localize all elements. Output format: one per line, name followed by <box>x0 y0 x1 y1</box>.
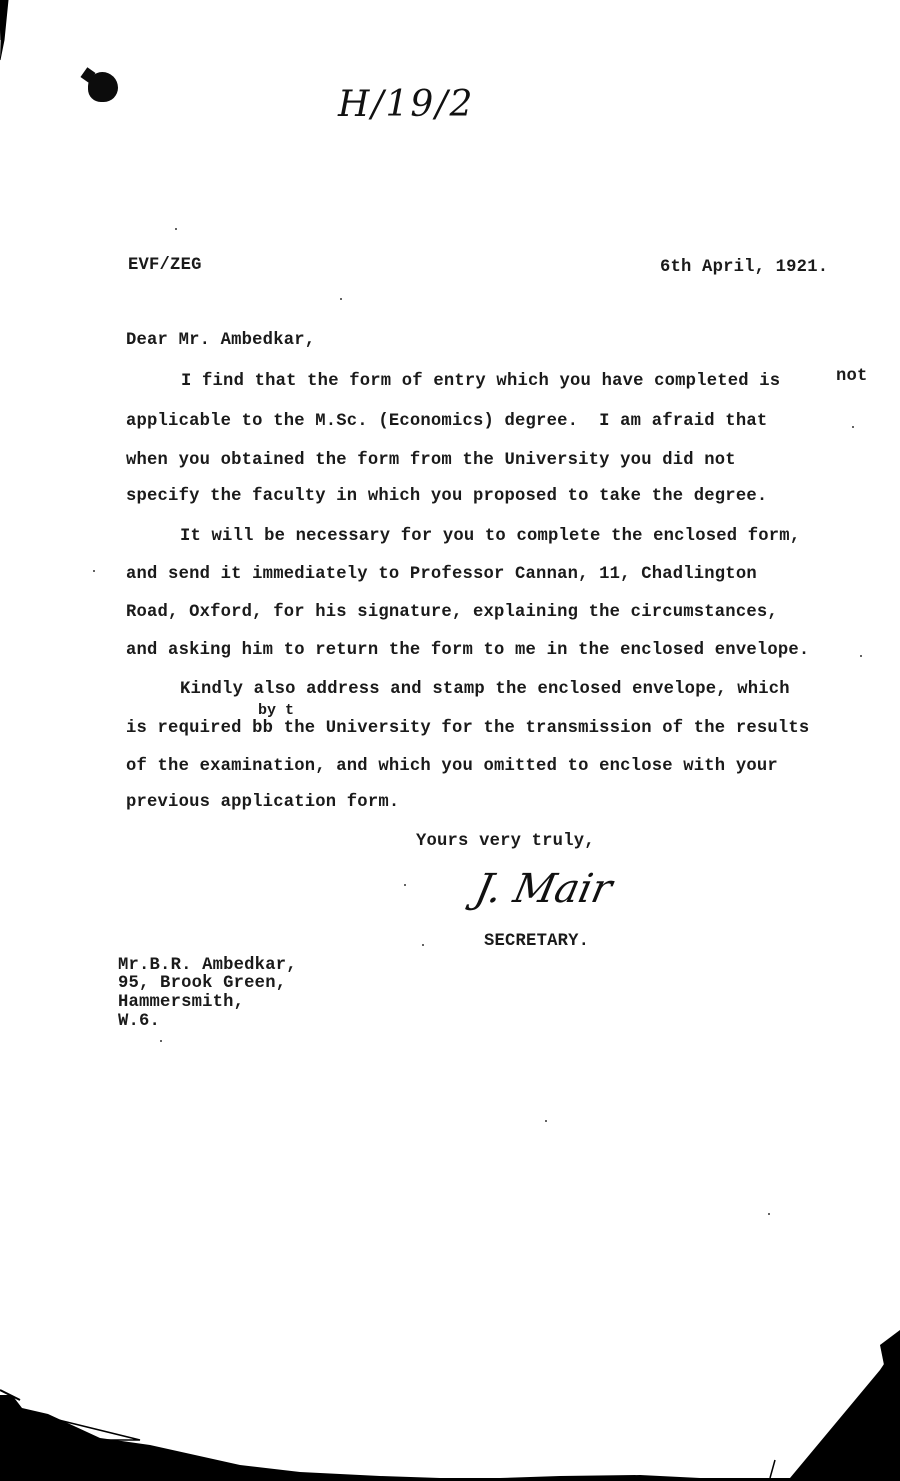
paragraph-3-line-2: is required bb the University for the transmission of the results <box>126 719 810 738</box>
paragraph-1-line-4: specify the faculty in which you proposed to take the degree. <box>126 487 768 506</box>
paragraph-3-line-1: Kindly also address and stamp the enclosed envelope, which <box>180 680 790 699</box>
scan-edge-shadow <box>0 0 8 40</box>
paragraph-3-line-4: previous application form. <box>126 793 400 812</box>
paragraph-2-line-2: and send it immediately to Professor Cannan, 11, Chadlington <box>126 565 757 584</box>
scan-speck <box>545 1120 547 1122</box>
salutation: Dear Mr. Ambedkar, <box>126 331 316 350</box>
paragraph-1-line-1: I find that the form of entry which you have completed is <box>181 372 781 391</box>
paragraph-1-line-3: when you obtained the form from the University you did not <box>126 451 736 470</box>
closing: Yours very truly, <box>416 832 595 851</box>
scan-speck <box>768 1213 770 1215</box>
signatory-title: SECRETARY. <box>484 932 590 951</box>
handwritten-correction: by t <box>258 702 295 719</box>
paragraph-1-line-1-tail: not <box>836 367 868 386</box>
letter-date: 6th April, 1921. <box>660 258 829 277</box>
paragraph-2-line-1: It will be necessary for you to complete the enclosed form, <box>180 527 801 546</box>
address-line-1: Mr.B.R. Ambedkar, <box>118 956 297 975</box>
paragraph-2-line-4: and asking him to return the form to me in the enclosed envelope. <box>126 641 810 660</box>
paragraph-1-line-2: applicable to the M.Sc. (Economics) degree. I am afraid that <box>126 412 768 431</box>
handwritten-annotation: H/19/2 <box>338 84 475 125</box>
scan-speck <box>93 570 95 572</box>
scan-speck <box>860 655 862 657</box>
scan-speck <box>160 1040 162 1042</box>
paragraph-3-line-3: of the examination, and which you omitted to enclose with your <box>126 757 778 776</box>
scan-speck <box>175 228 177 230</box>
paragraph-2-line-3: Road, Oxford, for his signature, explaining the circumstances, <box>126 603 778 622</box>
address-line-3: Hammersmith, <box>118 993 245 1012</box>
address-line-4: W.6. <box>118 1012 161 1031</box>
scan-speck <box>422 944 424 946</box>
scan-speck <box>852 426 854 428</box>
address-line-2: 95, Brook Green, <box>118 974 287 993</box>
scan-speck <box>404 884 406 886</box>
ink-blot <box>88 72 118 102</box>
signature: J. Mair <box>471 866 616 912</box>
scan-speck <box>340 298 342 300</box>
reference-code: EVF/ZEG <box>128 256 202 275</box>
